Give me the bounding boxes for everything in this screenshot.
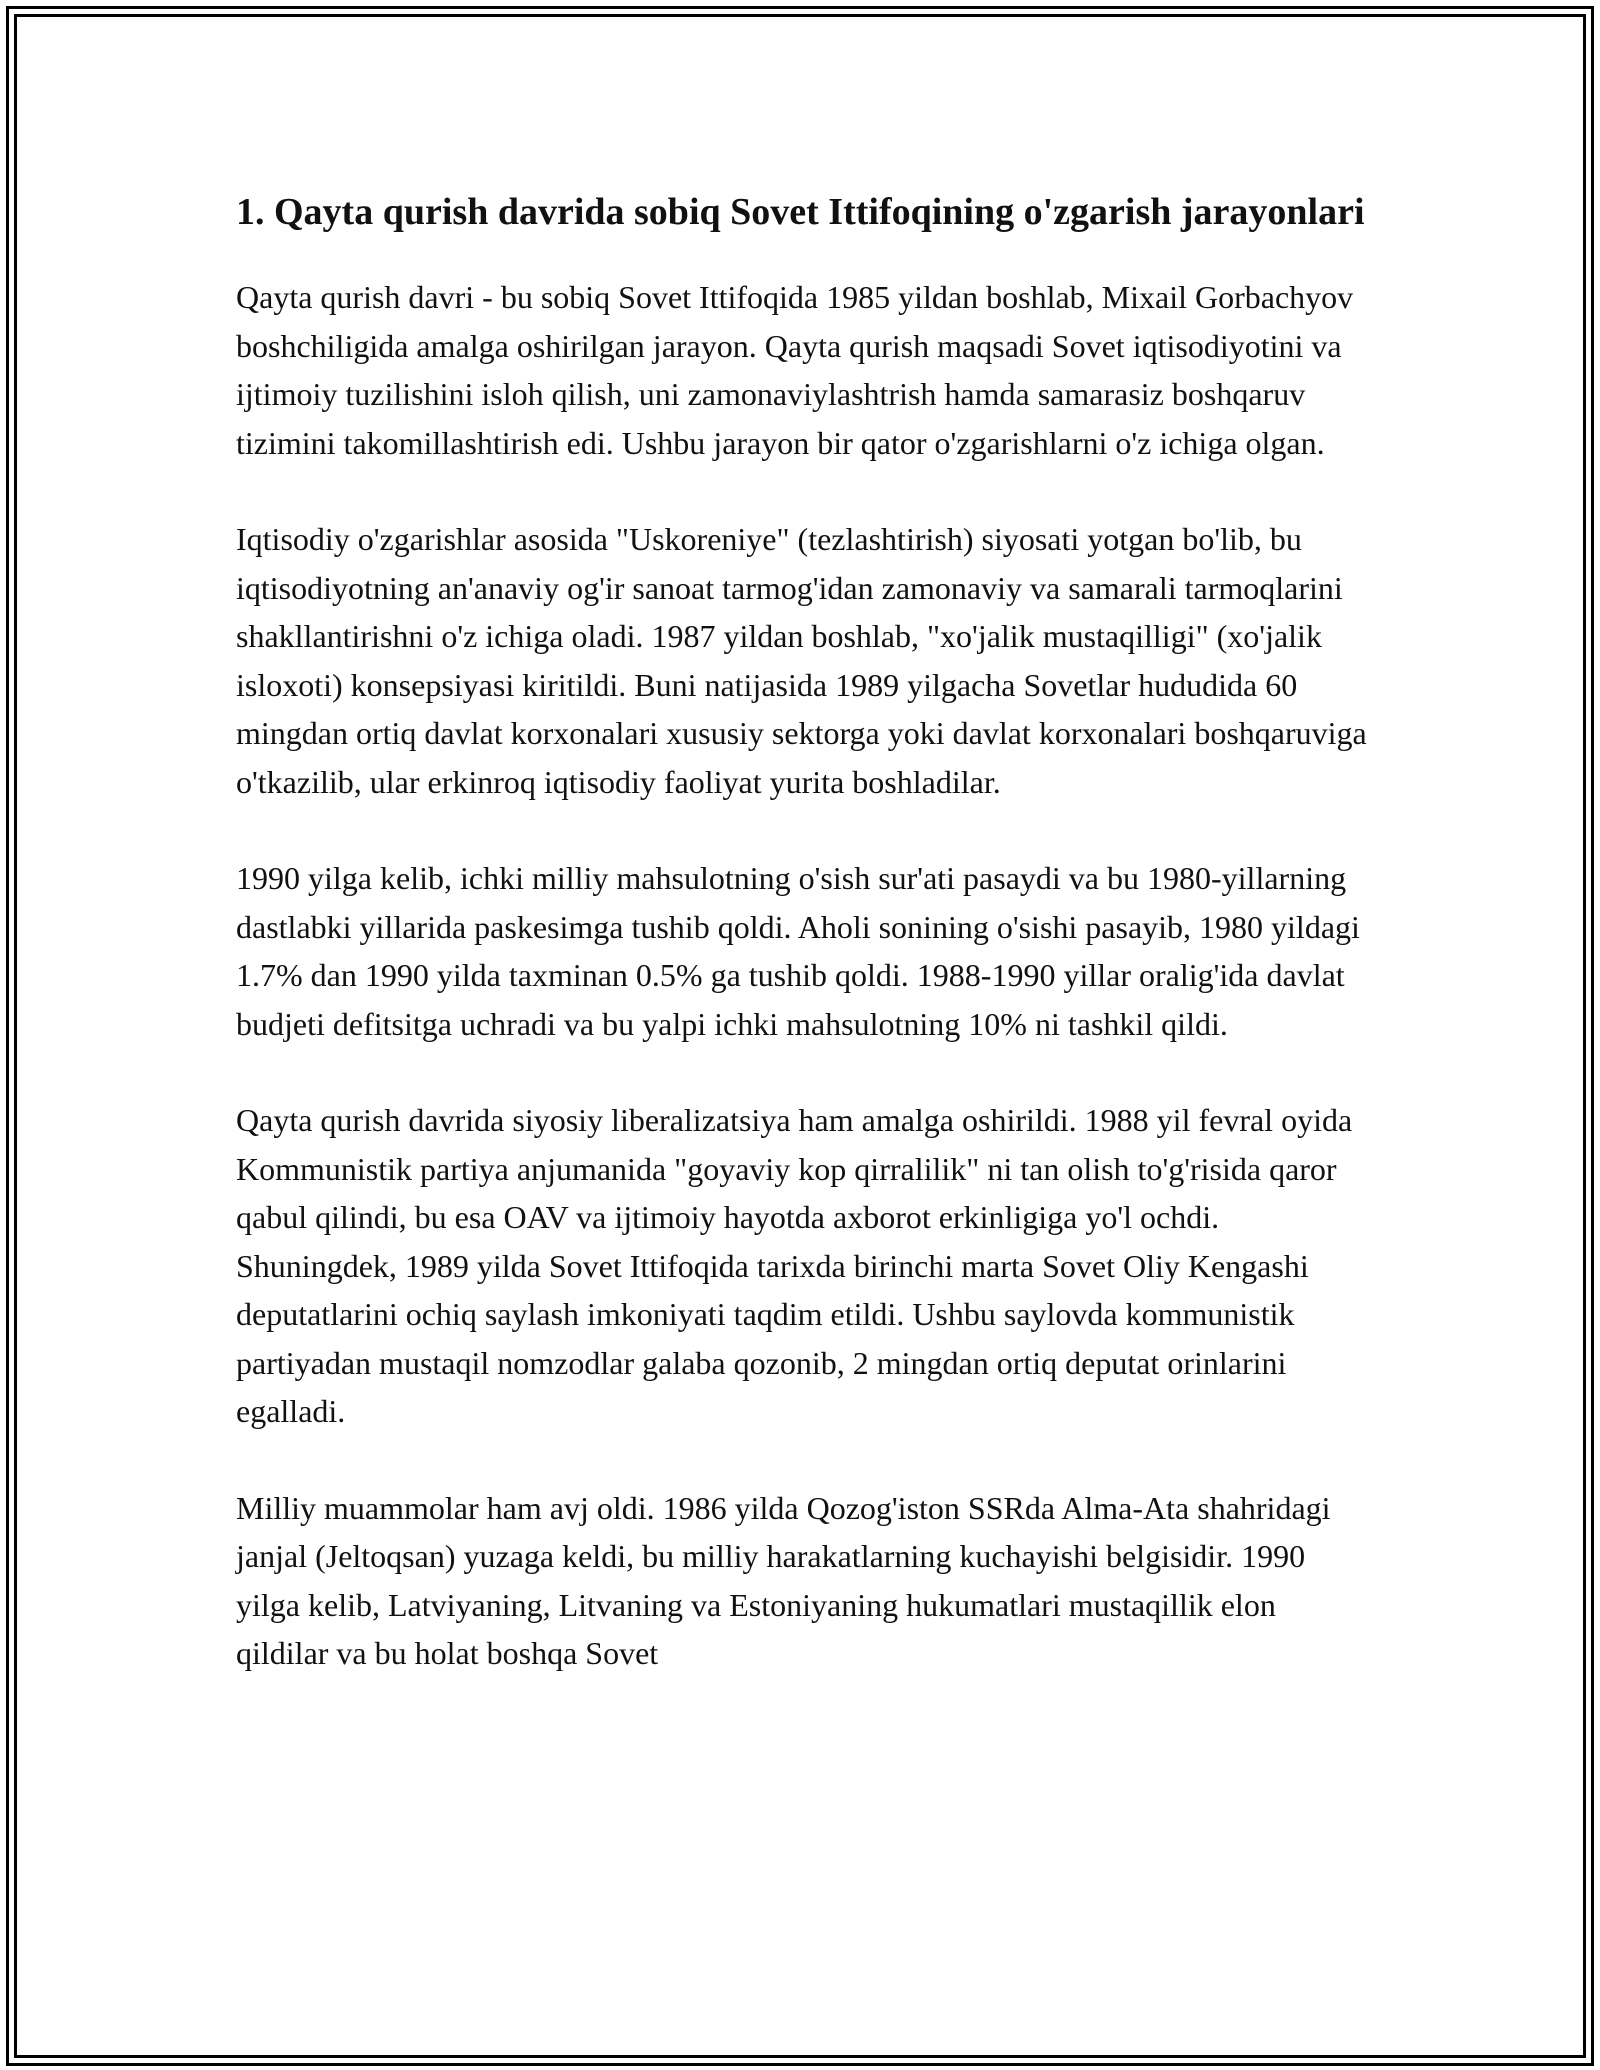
paragraph-political-liberalization: Qayta qurish davrida siyosiy liberalizatsiya ham amalga oshirildi. 1988 yil fevral oyida Kommunistik partiya anjumanida "goyaviy kop qirralilik" ni tan olish to'g'risida qaror qabul qilindi, bu esa OAV va ijtimoiy hayotda axborot erkinligiga yo'l ochdi. Shuningdek, 1989 yilda Sovet Ittifoqida tarixda birinchi marta Sovet Oliy Kengashi deputatlarini ochiq saylash imkoniyati taqdim etildi. Ushbu saylovda kommunistik partiyadan mustaqil nomzodlar galaba qozonib, 2 mingdan ortiq deputat orinlarini egalladi. (236, 1102, 1353, 1429)
paragraph-economic-decline: 1990 yilga kelib, ichki milliy mahsulotning o'sish sur'ati pasaydi va bu 1980-yillarning dastlabki yillarida paskesimga tushib qoldi. Aholi sonining o'sishi pasayib, 1980 yildagi 1.7% dan 1990 yilda taxminan 0.5% ga tushib qoldi. 1988-1990 yillar oralig'ida davlat budjeti defitsitga uchradi va bu yalpi ichki mahsulotning 10% ni tashkil qildi. (236, 860, 1360, 1042)
document-body (236, 188, 1376, 1726)
document-title: 1. Qayta qurish davrida sobiq Sovet Ittifoqining o'zgarish jarayonlari (236, 191, 1365, 233)
paragraph-national-problems: Milliy muammolar ham avj oldi. 1986 yilda Qozog'iston SSRda Alma-Ata shahridagi janjal (Jeltoqsan) yuzaga keldi, bu milliy harakatlarning kuchayishi belgisidir. 1990 yilga kelib, Latviyaning, Litvaning va Estoniyaning hukumatlari mustaqillik elon qildilar va bu holat boshqa Sovet (236, 1489, 1331, 1671)
paragraph-perestroika-intro: Qayta qurish davri - bu sobiq Sovet Ittifoqida 1985 yildan boshlab, Mixail Gorbachyov boshchiligida amalga oshirilgan jarayon. Qayta qurish maqsadi Sovet iqtisodiyotini va ijtimoiy tuzilishini isloh qilish, uni zamonaviylashtrish hamda samarasiz boshqaruv tizimini takomillashtirish edi. Ushbu jarayon bir qator o'zgarishlarni o'z ichiga olgan. (236, 279, 1354, 461)
paragraph-economic-changes: Iqtisodiy o'zgarishlar asosida "Uskoreniye" (tezlashtirish) siyosati yotgan bo'lib, bu iqtisodiyotning an'anaviy og'ir sanoat tarmog'idan zamonaviy va samarali tarmoqlarini shakllantirishni o'z ichiga oladi. 1987 yildan boshlab, "xo'jalik mustaqilligi" (xo'jalik isloxoti) konsepsiyasi kiritildi. Buni natijasida 1989 yilgacha Sovetlar hududida 60 mingdan ortiq davlat korxonalari xususiy sektorga yoki davlat korxonalari boshqaruviga o'tkazilib, ular erkinroq iqtisodiy faoliyat yurita boshladilar. (236, 521, 1367, 800)
